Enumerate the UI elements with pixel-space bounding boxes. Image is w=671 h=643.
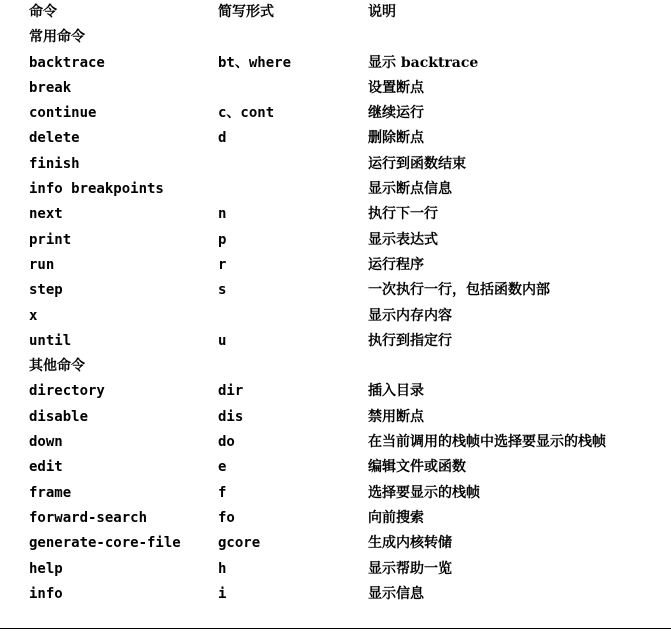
table-row [0, 51, 671, 76]
abbreviation-cell: do [218, 434, 235, 451]
command-cell: frame [29, 484, 72, 501]
description-cell: 在当前调用的栈帧中选择要显示的栈帧 [368, 434, 606, 451]
abbreviation-cell [218, 304, 368, 329]
bottom-rule [0, 628, 671, 629]
table-row [0, 152, 671, 177]
description-cell: 插入目录 [368, 383, 424, 400]
abbreviation-cell: h [218, 560, 227, 577]
section-heading-row [0, 354, 671, 379]
description-cell: 显示内存内容 [368, 307, 452, 324]
command-cell: delete [29, 130, 80, 147]
command-cell: until [29, 332, 72, 349]
abbreviation-cell: gcore [218, 535, 261, 552]
command-cell: x [29, 307, 38, 324]
table-row [0, 582, 671, 607]
table-row [0, 557, 671, 582]
table-row [0, 481, 671, 506]
description-cell: 显示信息 [368, 585, 424, 602]
table-row [0, 506, 671, 531]
table-row [0, 126, 671, 151]
header-abbreviation: 简写形式 [218, 4, 274, 20]
command-cell: next [29, 206, 63, 223]
description-cell: 显示断点信息 [368, 181, 452, 198]
abbreviation-cell: fo [218, 509, 235, 526]
header-command: 命令 [29, 4, 57, 20]
command-cell: directory [29, 383, 105, 400]
abbreviation-cell: i [218, 585, 227, 602]
abbreviation-cell: n [218, 206, 227, 223]
abbreviation-cell: u [218, 332, 227, 349]
command-cell: backtrace [29, 54, 105, 71]
command-cell: edit [29, 459, 63, 476]
table-row [0, 202, 671, 227]
header-description: 说明 [368, 4, 396, 20]
description-cell: 一次执行一行，包括函数内部 [368, 282, 550, 299]
abbreviation-cell: c、cont [218, 105, 275, 122]
description-cell: 禁用断点 [368, 408, 424, 425]
section-title: 其他命令 [29, 358, 85, 375]
table-row [0, 76, 671, 101]
abbreviation-cell: dir [218, 383, 244, 400]
description-cell: 设置断点 [368, 79, 424, 96]
command-cell: info breakpoints [29, 181, 164, 198]
abbreviation-cell [218, 76, 368, 101]
abbreviation-cell [218, 177, 368, 202]
command-cell: continue [29, 105, 97, 122]
command-cell: forward-search [29, 509, 148, 526]
header-row [0, 0, 671, 25]
table-row [0, 304, 671, 329]
table-row [0, 177, 671, 202]
abbreviation-cell: dis [218, 408, 244, 425]
table-row [0, 278, 671, 303]
description-cell: 显示表达式 [368, 231, 438, 248]
description-cell: 运行到函数结束 [368, 155, 466, 172]
table-row [0, 430, 671, 455]
description-cell: 向前搜索 [368, 509, 424, 526]
abbreviation-cell: s [218, 282, 227, 299]
command-cell: print [29, 231, 72, 248]
table-row [0, 101, 671, 126]
description-cell: 继续运行 [368, 105, 424, 122]
table-row [0, 253, 671, 278]
command-cell: down [29, 434, 63, 451]
command-cell: finish [29, 155, 80, 172]
table-body [0, 25, 671, 607]
table-row [0, 455, 671, 480]
section-title: 常用命令 [29, 29, 85, 46]
abbreviation-cell: r [218, 256, 227, 273]
table-row [0, 405, 671, 430]
description-cell: 显示帮助一览 [368, 560, 452, 577]
command-cell: help [29, 560, 63, 577]
command-cell: generate-core-file [29, 535, 181, 552]
description-cell: 生成内核转储 [368, 535, 452, 552]
table-row [0, 379, 671, 404]
section-heading-row [0, 25, 671, 50]
table-row [0, 531, 671, 556]
description-cell: 显示 backtrace [368, 54, 479, 71]
abbreviation-cell: p [218, 231, 227, 248]
description-cell: 编辑文件或函数 [368, 459, 466, 476]
description-cell: 运行程序 [368, 256, 424, 273]
command-cell: disable [29, 408, 89, 425]
description-cell: 选择要显示的栈帧 [368, 484, 480, 501]
abbreviation-cell: bt、where [218, 54, 292, 71]
abbreviation-cell: f [218, 484, 227, 501]
table-row [0, 329, 671, 354]
command-cell: info [29, 585, 63, 602]
abbreviation-cell [218, 152, 368, 177]
table-row [0, 228, 671, 253]
description-cell: 执行下一行 [368, 206, 438, 223]
command-cell: step [29, 282, 63, 299]
description-cell: 执行到指定行 [368, 332, 452, 349]
command-cell: break [29, 79, 72, 96]
abbreviation-cell: e [218, 459, 227, 476]
description-cell: 删除断点 [368, 130, 424, 147]
command-cell: run [29, 256, 55, 273]
abbreviation-cell: d [218, 130, 227, 147]
